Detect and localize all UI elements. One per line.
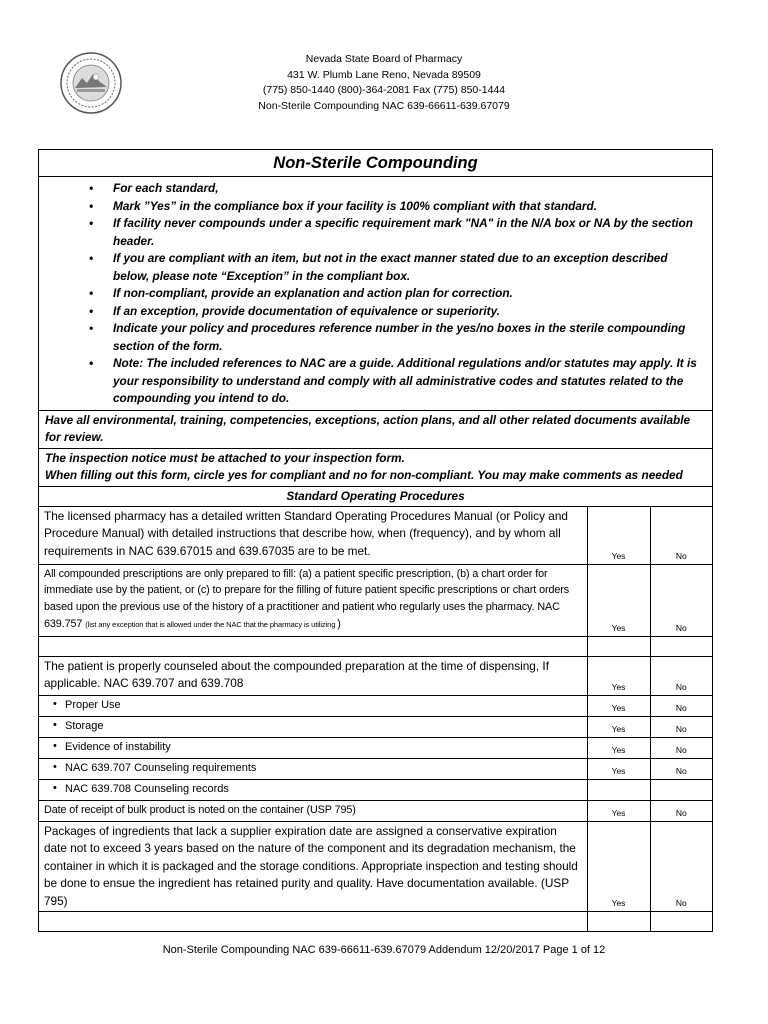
expiration-requirement: Packages of ingredients that lack a supplier expiration date are assigned a conservative expiration date not to exceed 3 years based on the nature of the component and its degradation mechanism, the container in which it is packaged and the storage conditions. Appropriate inspection and testing should be done to ensue the ingredient has retained purity and quality. Have documentation available. (USP 795) bbox=[39, 821, 587, 912]
instructions bbox=[39, 177, 712, 411]
board-phone: (775) 850-1440 (800)-364-2081 Fax (775) 850-1444 bbox=[262, 84, 506, 96]
section-title: Standard Operating Procedures bbox=[39, 487, 712, 507]
counseling-requirements-item: • NAC 639.707 Counseling requirements bbox=[39, 758, 587, 779]
table-row bbox=[39, 716, 712, 737]
instruction-item: • If facility never compounds under a specific requirement mark "NA" in the N/A box or NA by the section header. bbox=[89, 215, 698, 250]
yes-option[interactable]: Yes bbox=[587, 821, 650, 912]
inspection-note-line1: The inspection notice must be attached to your inspection form. bbox=[45, 450, 405, 465]
empty-cell[interactable] bbox=[587, 912, 650, 932]
instruction-item: • Indicate your policy and procedures reference number in the yes/no boxes in the sterile compounding section of the form. bbox=[89, 320, 698, 355]
no-option[interactable]: No bbox=[650, 737, 712, 758]
board-name: Nevada State Board of Pharmacy bbox=[305, 53, 463, 65]
table-row bbox=[39, 656, 712, 695]
table-row bbox=[39, 737, 712, 758]
no-option[interactable]: No bbox=[650, 800, 712, 821]
compliance-table bbox=[39, 507, 712, 932]
instruction-item: • If you are compliant with an item, but not in the exact manner stated due to an exception described below, please note “Exception” in the compliant box. bbox=[89, 250, 698, 285]
empty-cell[interactable] bbox=[650, 912, 712, 932]
yes-option[interactable]: Yes bbox=[587, 716, 650, 737]
no-option[interactable]: No bbox=[650, 716, 712, 737]
no-option[interactable]: No bbox=[650, 656, 712, 695]
table-row bbox=[39, 779, 712, 800]
instruction-item: • Mark ”Yes” in the compliance box if your facility is 100% compliant with that standard. bbox=[89, 198, 698, 216]
instruction-item: • Note: The included references to NAC are a guide. Additional regulations and/or statutes may apply. It is your responsibility to understand and comply with all administrative codes and statutes related to the compounding you intend to do. bbox=[89, 355, 698, 408]
empty-cell[interactable] bbox=[650, 779, 712, 800]
proper-use-item: • Proper Use bbox=[39, 695, 587, 716]
table-row bbox=[39, 758, 712, 779]
bulk-receipt-requirement: Date of receipt of bulk product is noted on the container (USP 795) bbox=[39, 800, 587, 821]
counsel-requirement: The patient is properly counseled about the compounded preparation at the time of dispensing, If applicable. NAC 639.707 and 639.708 bbox=[39, 656, 587, 695]
table-row bbox=[39, 800, 712, 821]
instruction-item: • If non-compliant, provide an explanation and action plan for correction. bbox=[89, 285, 698, 303]
no-option[interactable]: No bbox=[650, 821, 712, 912]
empty-cell[interactable] bbox=[650, 636, 712, 656]
no-option[interactable]: No bbox=[650, 507, 712, 565]
yes-option[interactable]: Yes bbox=[587, 800, 650, 821]
yes-option[interactable]: Yes bbox=[587, 695, 650, 716]
sop-requirement: The licensed pharmacy has a detailed written Standard Operating Procedures Manual (or Policy and Procedure Manual) with detailed instructions that describe how, when (frequency), and by whom all requirements in NAC 639.67015 and 639.67035 are to be met. bbox=[39, 507, 587, 565]
yes-option[interactable]: Yes bbox=[587, 737, 650, 758]
no-option[interactable]: No bbox=[650, 564, 712, 636]
yes-option[interactable]: Yes bbox=[587, 564, 650, 636]
compliance-form bbox=[38, 149, 713, 932]
documents-note: Have all environmental, training, competencies, exceptions, action plans, and all other related documents available for review. bbox=[39, 411, 712, 449]
letterhead bbox=[0, 52, 768, 114]
yes-option[interactable]: Yes bbox=[587, 656, 650, 695]
table-row bbox=[39, 912, 712, 932]
form-subtitle: Non-Sterile Compounding NAC 639-66611-639.67079 bbox=[258, 99, 510, 112]
board-address: 431 W. Plumb Lane Reno, Nevada 89509 bbox=[287, 68, 481, 81]
table-row bbox=[39, 564, 712, 636]
no-option[interactable]: No bbox=[650, 695, 712, 716]
no-option[interactable]: No bbox=[650, 758, 712, 779]
empty-cell[interactable] bbox=[587, 779, 650, 800]
yes-option[interactable]: Yes bbox=[587, 507, 650, 565]
empty-cell[interactable] bbox=[587, 636, 650, 656]
prescriptions-requirement bbox=[39, 564, 587, 636]
inspection-note bbox=[39, 449, 712, 487]
instruction-item: • If an exception, provide documentation of equivalence or superiority. bbox=[89, 303, 698, 321]
form-title: Non-Sterile Compounding bbox=[39, 150, 712, 177]
table-row bbox=[39, 821, 712, 912]
prescriptions-text: All compounded prescriptions are only prepared to fill: (a) a patient specific prescription, (b) a chart order for immediate use by the patient, or (c) to prepare for the filling of future patient specific prescriptions or chart orders based upon the previous use of the history of a practitioner and patient who regularly uses the pharmacy. NAC 639.757 bbox=[44, 567, 570, 630]
table-row bbox=[39, 695, 712, 716]
prescriptions-exception-note: (list any exception that is allowed under the NAC that the pharmacy is utilizing bbox=[85, 619, 338, 629]
storage-item: • Storage bbox=[39, 716, 587, 737]
instruction-item: • For each standard, bbox=[89, 180, 698, 198]
counseling-records-item: • NAC 639.708 Counseling records bbox=[39, 779, 587, 800]
empty-cell[interactable] bbox=[39, 636, 587, 656]
prescriptions-close-paren: ) bbox=[337, 617, 341, 630]
empty-cell[interactable] bbox=[39, 912, 587, 932]
table-row bbox=[39, 636, 712, 656]
inspection-note-line2: When filling out this form, circle yes for compliant and no for non-compliant. You may make comments as needed bbox=[45, 468, 683, 482]
table-row bbox=[39, 507, 712, 565]
page-footer: Non-Sterile Compounding NAC 639-66611-639.67079 Addendum 12/20/2017 Page 1 of 12 bbox=[162, 944, 606, 956]
instability-item: • Evidence of instability bbox=[39, 737, 587, 758]
yes-option[interactable]: Yes bbox=[587, 758, 650, 779]
